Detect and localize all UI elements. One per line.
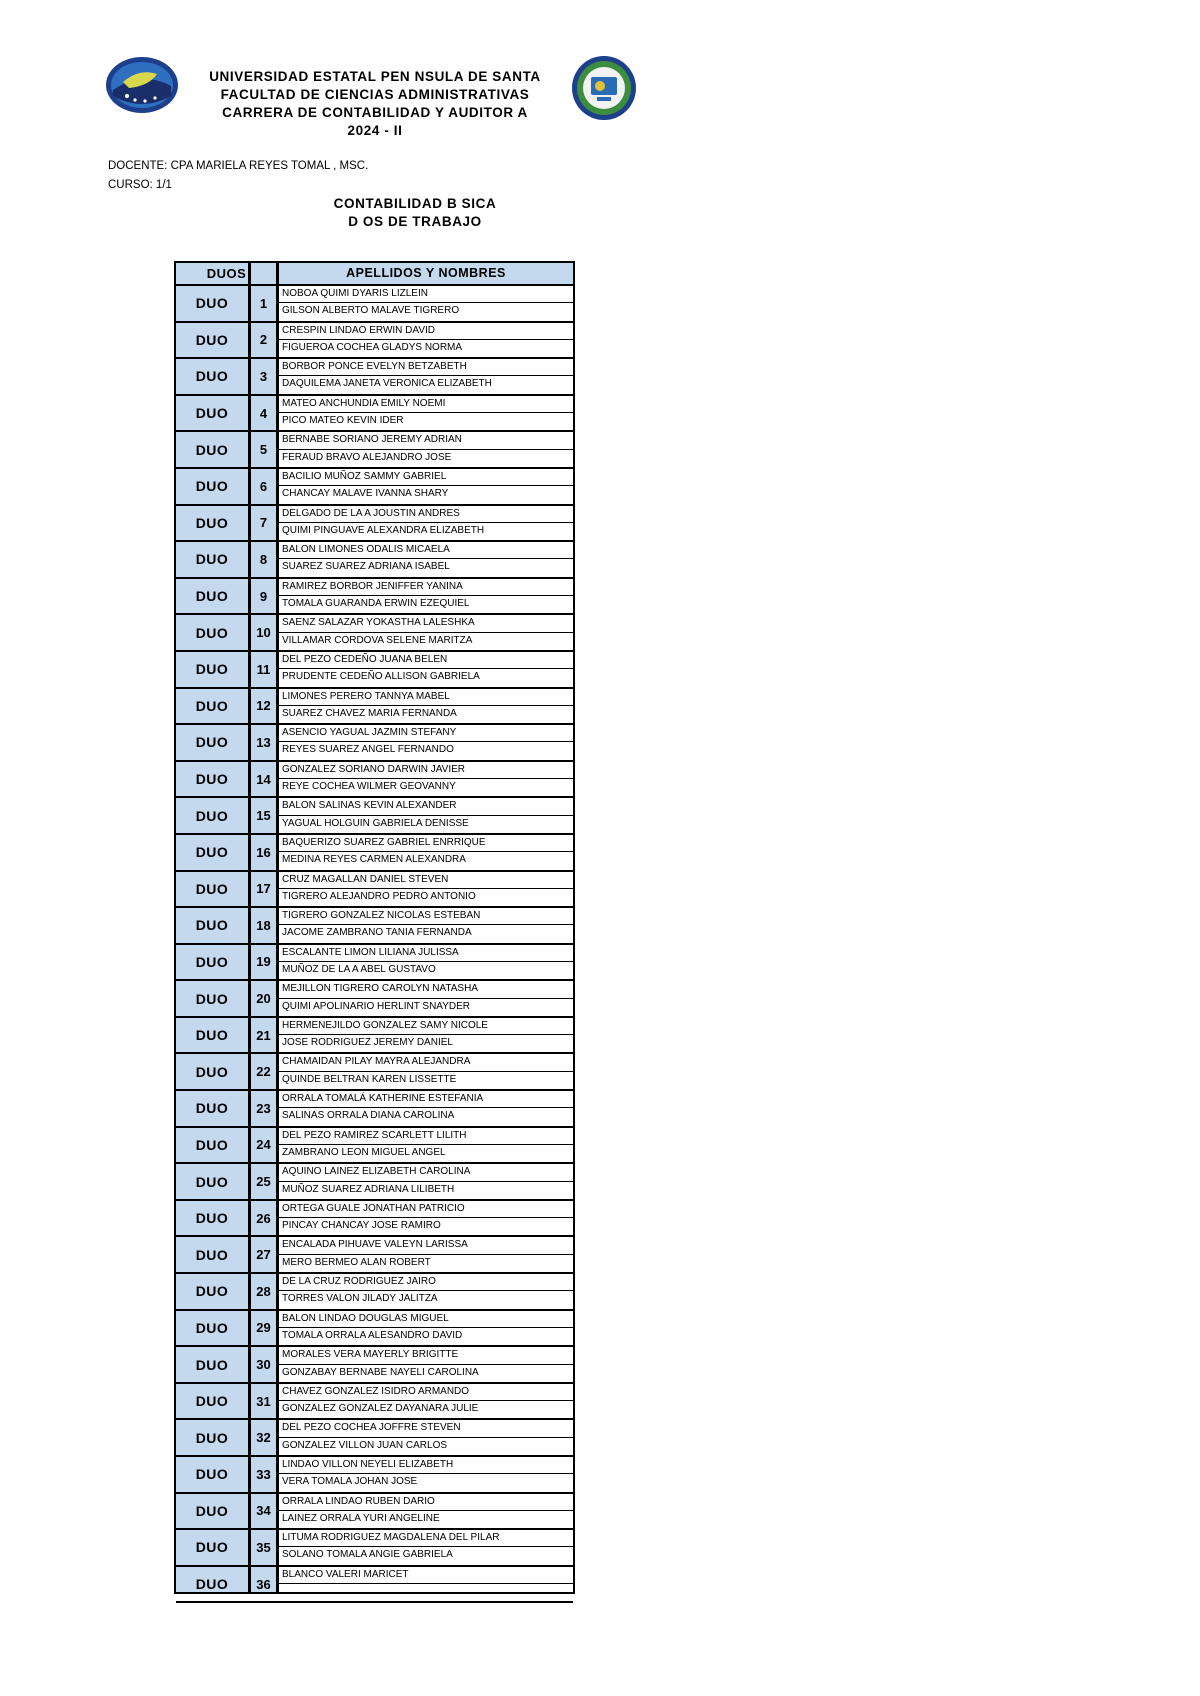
table-header [176,263,573,286]
duo-label: DUO [195,441,229,458]
university-name: UNIVERSIDAD ESTATAL PEN NSULA DE SANTA [209,69,541,84]
duo-number: 19 [256,954,271,970]
header-names: APELLIDOS Y NOMBRES [279,263,573,284]
member-names [279,1567,573,1602]
student-name [279,1584,573,1601]
student-name: QUINDE BELTRAN KAREN LISSETTE [282,1073,457,1085]
duo-label: DUO [195,1100,229,1117]
member-names [279,945,573,980]
duo-label: DUO [195,588,229,605]
duo-label: DUO [195,1429,229,1446]
student-name: CHAMAIDAN PILAY MAYRA ALEJANDRA [279,1054,573,1071]
duos-table [174,261,575,1594]
header-duos: DUOS [206,266,247,281]
duo-label: DUO [195,331,229,348]
student-name: DEL PEZO COCHEA JOFFRE STEVEN [279,1420,573,1437]
student-name: CHANCAY MALAVE IVANNA SHARY [282,488,449,500]
member-names [279,1494,573,1529]
teacher-line: DOCENTE: CPA MARIELA REYES TOMAL , MSC. [108,160,369,172]
table-row [176,615,573,652]
duo-label: DUO [195,661,229,678]
duo-label: DUO [195,295,229,312]
student-name: AQUINO LAINEZ ELIZABETH CAROLINA [279,1164,573,1181]
duo-label: DUO [195,807,229,824]
student-name: YAGUAL HOLGUIN GABRIELA DENISSE [282,817,469,829]
duo-number: 25 [256,1174,271,1190]
document-title: D OS DE TRABAJO [348,214,482,229]
student-name: GONZALEZ GONZALEZ DAYANARA JULIE [282,1403,479,1415]
member-names [279,652,573,687]
duo-number: 31 [256,1393,271,1409]
duo-number: 11 [256,661,271,677]
student-name: LAINEZ ORRALA YURI ANGELINE [282,1512,440,1524]
duo-number: 2 [259,332,268,348]
student-name: BALON LIMONES ODALIS MICAELA [279,542,573,559]
duo-number: 34 [256,1503,271,1519]
duo-number: 29 [256,1320,271,1336]
member-names [279,1237,573,1272]
duo-number: 18 [256,917,271,933]
student-name: GILSON ALBERTO MALAVE TIGRERO [282,305,460,317]
student-name: JOSE RODRIGUEZ JEREMY DANIEL [282,1037,453,1049]
student-name: ENCALADA PIHUAVE VALEYN LARISSA [279,1237,573,1254]
member-names [279,1311,573,1346]
student-name: MATEO ANCHUNDIA EMILY NOEMI [279,396,573,413]
table-row [176,1164,573,1201]
duo-groups [176,286,573,1603]
table-row [176,1530,573,1567]
duo-number: 13 [256,734,271,750]
table-row [176,1384,573,1421]
student-name: RAMIREZ BORBOR JENIFFER YANINA [279,579,573,596]
student-name: SOLANO TOMALA ANGIE GABRIELA [282,1549,453,1561]
duo-label: DUO [195,1393,229,1410]
student-name: ASENCIO YAGUAL JAZMIN STEFANY [279,725,573,742]
student-name: CHAVEZ GONZALEZ ISIDRO ARMANDO [279,1384,573,1401]
student-name: SUAREZ SUAREZ ADRIANA ISABEL [282,561,450,573]
student-name: FERAUD BRAVO ALEJANDRO JOSE [282,451,452,463]
student-name: FIGUEROA COCHEA GLADYS NORMA [282,341,463,353]
table-row [176,945,573,982]
table-row [176,579,573,616]
student-name: BORBOR PONCE EVELYN BETZABETH [279,359,573,376]
member-names [279,798,573,833]
student-name: TOMALA GUARANDA ERWIN EZEQUIEL [282,598,470,610]
table-row [176,1128,573,1165]
student-name: DE LA CRUZ RODRIGUEZ JAIRO [279,1274,573,1291]
member-names [279,1274,573,1309]
student-name: BAQUERIZO SUAREZ GABRIEL ENRRIQUE [279,835,573,852]
duo-number: 36 [256,1576,271,1592]
term: 2024 - II [347,123,403,138]
member-names [279,689,573,724]
duo-label: DUO [195,953,229,970]
duo-number: 16 [256,844,271,860]
duo-number: 6 [259,478,268,494]
duo-label: DUO [195,697,229,714]
member-names [279,396,573,431]
duo-label: DUO [195,734,229,751]
institution-header [190,68,560,140]
duo-number: 33 [256,1466,271,1482]
duo-number: 27 [256,1247,271,1263]
duo-label: DUO [195,551,229,568]
student-name: BLANCO VALERI MARICET [279,1567,573,1584]
duo-number: 8 [259,551,268,567]
member-names [279,1530,573,1565]
duo-number: 12 [256,698,271,714]
duo-number: 9 [259,588,268,604]
duo-label: DUO [195,1246,229,1263]
table-row [176,323,573,360]
student-name: BERNABE SORIANO JEREMY ADRIAN [279,432,573,449]
student-name: BACILIO MUÑOZ SAMMY GABRIEL [279,469,573,486]
table-row [176,689,573,726]
member-names [279,359,573,394]
duo-number: 1 [259,295,268,311]
student-name: DEL PEZO CEDEÑO JUANA BELEN [279,652,573,669]
table-row [176,1274,573,1311]
student-name: TIGRERO GONZALEZ NICOLAS ESTEBAN [279,908,573,925]
student-name: MUÑOZ DE LA A ABEL GUSTAVO [282,963,436,975]
duo-label: DUO [195,1539,229,1556]
duo-number: 20 [256,991,271,1007]
student-name: ESCALANTE LIMON LILIANA JULISSA [279,945,573,962]
duo-number: 21 [256,1027,271,1043]
duo-label: DUO [195,1210,229,1227]
student-name: SUAREZ CHAVEZ MARIA FERNANDA [282,707,457,719]
student-name: DELGADO DE LA A JOUSTIN ANDRES [279,506,573,523]
student-name: JACOME ZAMBRANO TANIA FERNANDA [282,927,472,939]
duo-number: 32 [256,1430,271,1446]
member-names [279,1164,573,1199]
student-name: PICO MATEO KEVIN IDER [282,415,404,427]
table-row [176,1018,573,1055]
table-row [176,1457,573,1494]
student-name: SAENZ SALAZAR YOKASTHA LALESHKA [279,615,573,632]
student-name: MEDINA REYES CARMEN ALEXANDRA [282,854,466,866]
member-names [279,542,573,577]
member-names [279,579,573,614]
duo-label: DUO [195,1173,229,1190]
career-logo [571,55,637,121]
student-name: BALON LINDAO DOUGLAS MIGUEL [279,1311,573,1328]
member-names [279,1347,573,1382]
member-names [279,1201,573,1236]
duo-number: 17 [256,881,271,897]
member-names [279,835,573,870]
table-row [176,542,573,579]
table-row [176,725,573,762]
student-name: REYES SUAREZ ANGEL FERNANDO [282,744,454,756]
student-name: TOMALA ORRALA ALESANDRO DAVID [282,1329,463,1341]
table-row [176,1054,573,1091]
duo-number: 4 [259,405,268,421]
duo-label: DUO [195,1466,229,1483]
table-row [176,652,573,689]
member-names [279,432,573,467]
student-name: TORRES VALON JILADY JALITZA [282,1293,438,1305]
student-name: ZAMBRANO LEON MIGUEL ANGEL [282,1146,446,1158]
student-name: ORRALA LINDAO RUBEN DARIO [279,1494,573,1511]
duo-label: DUO [195,880,229,897]
member-names [279,981,573,1016]
table-row [176,359,573,396]
duo-label: DUO [195,1319,229,1336]
duo-label: DUO [195,917,229,934]
table-row [176,798,573,835]
member-names [279,615,573,650]
member-names [279,1128,573,1163]
table-row [176,1420,573,1457]
duo-label: DUO [195,478,229,495]
student-name: ORTEGA GUALE JONATHAN PATRICIO [279,1201,573,1218]
student-name: SALINAS ORRALA DIANA CAROLINA [282,1110,455,1122]
student-name: CRESPIN LINDAO ERWIN DAVID [279,323,573,340]
duo-label: DUO [195,1063,229,1080]
student-name: LITUMA RODRIGUEZ MAGDALENA DEL PILAR [279,1530,573,1547]
member-names [279,1054,573,1089]
duo-number: 14 [256,771,271,787]
student-name: REYE COCHEA WILMER GEOVANNY [282,781,456,793]
member-names [279,762,573,797]
table-row [176,396,573,433]
student-name: NOBOA QUIMI DYARIS LIZLEIN [279,286,573,303]
student-name: LINDAO VILLON NEYELI ELIZABETH [279,1457,573,1474]
table-row [176,908,573,945]
table-row [176,1347,573,1384]
student-name: QUIMI APOLINARIO HERLINT SNAYDER [282,1000,471,1012]
table-row [176,1567,573,1604]
table-row [176,506,573,543]
table-row [176,762,573,799]
student-name: VILLAMAR CORDOVA SELENE MARITZA [282,634,473,646]
duo-number: 15 [256,808,271,824]
student-name: HERMENEJILDO GONZALEZ SAMY NICOLE [279,1018,573,1035]
student-name: GONZALEZ SORIANO DARWIN JAVIER [279,762,573,779]
course-line: CURSO: 1/1 [108,179,172,191]
member-names [279,908,573,943]
duo-label: DUO [195,368,229,385]
member-names [279,872,573,907]
duo-number: 5 [259,442,268,458]
duo-number: 28 [256,1283,271,1299]
duo-number: 26 [256,1210,271,1226]
duo-number: 3 [259,368,268,384]
duo-label: DUO [195,1576,229,1593]
member-names [279,1091,573,1126]
duo-label: DUO [195,514,229,531]
duo-label: DUO [195,1136,229,1153]
student-name: MORALES VERA MAYERLY BRIGITTE [279,1347,573,1364]
table-row [176,469,573,506]
student-name: VERA TOMALA JOHAN JOSE [282,1476,418,1488]
duo-number: 10 [256,625,271,641]
faculty-name: FACULTAD DE CIENCIAS ADMINISTRATIVAS [220,87,530,102]
subject-title: CONTABILIDAD B SICA [333,196,497,211]
table-row [176,1091,573,1128]
student-name: MUÑOZ SUAREZ ADRIANA LILIBETH [282,1183,455,1195]
duo-number: 22 [256,1064,271,1080]
table-row [176,1201,573,1238]
duo-label: DUO [195,844,229,861]
member-names [279,725,573,760]
duo-label: DUO [195,1027,229,1044]
student-name: MEJILLON TIGRERO CAROLYN NATASHA [279,981,573,998]
student-name: GONZABAY BERNABE NAYELI CAROLINA [282,1366,479,1378]
duo-number: 35 [256,1539,271,1555]
student-name: DAQUILEMA JANETA VERONICA ELIZABETH [282,378,492,390]
table-row [176,432,573,469]
duo-number: 24 [256,1137,271,1153]
table-row [176,1311,573,1348]
member-names [279,1420,573,1455]
member-names [279,286,573,321]
duo-number: 30 [256,1357,271,1373]
student-name: GONZALEZ VILLON JUAN CARLOS [282,1439,448,1451]
duo-label: DUO [195,405,229,422]
duo-label: DUO [195,1283,229,1300]
member-names [279,1018,573,1053]
student-name: PINCAY CHANCAY JOSE RAMIRO [282,1220,441,1232]
table-row [176,286,573,323]
student-name: PRUDENTE CEDEÑO ALLISON GABRIELA [282,671,480,683]
student-name: CRUZ MAGALLAN DANIEL STEVEN [279,872,573,889]
university-logo [105,56,179,114]
student-name: BALON SALINAS KEVIN ALEXANDER [279,798,573,815]
student-name: DEL PEZO RAMIREZ SCARLETT LILITH [279,1128,573,1145]
table-row [176,872,573,909]
duo-label: DUO [195,624,229,641]
duo-label: DUO [195,1356,229,1373]
duo-label: DUO [195,990,229,1007]
career-name: CARRERA DE CONTABILIDAD Y AUDITOR A [222,105,528,120]
member-names [279,1457,573,1492]
student-name: ORRALA TOMALÁ KATHERINE ESTEFANIA [279,1091,573,1108]
duo-label: DUO [195,771,229,788]
duo-number: 7 [259,515,268,531]
table-row [176,981,573,1018]
member-names [279,1384,573,1419]
student-name: MERO BERMEO ALAN ROBERT [282,1256,431,1268]
member-names [279,323,573,358]
table-row [176,835,573,872]
duo-label: DUO [195,1502,229,1519]
table-row [176,1237,573,1274]
member-names [279,469,573,504]
table-row [176,1494,573,1531]
member-names [279,506,573,541]
duo-number: 23 [256,1100,271,1116]
student-name: TIGRERO ALEJANDRO PEDRO ANTONIO [282,890,476,902]
student-name: QUIMI PINGUAVE ALEXANDRA ELIZABETH [282,524,485,536]
student-name: LIMONES PERERO TANNYA MABEL [279,689,573,706]
